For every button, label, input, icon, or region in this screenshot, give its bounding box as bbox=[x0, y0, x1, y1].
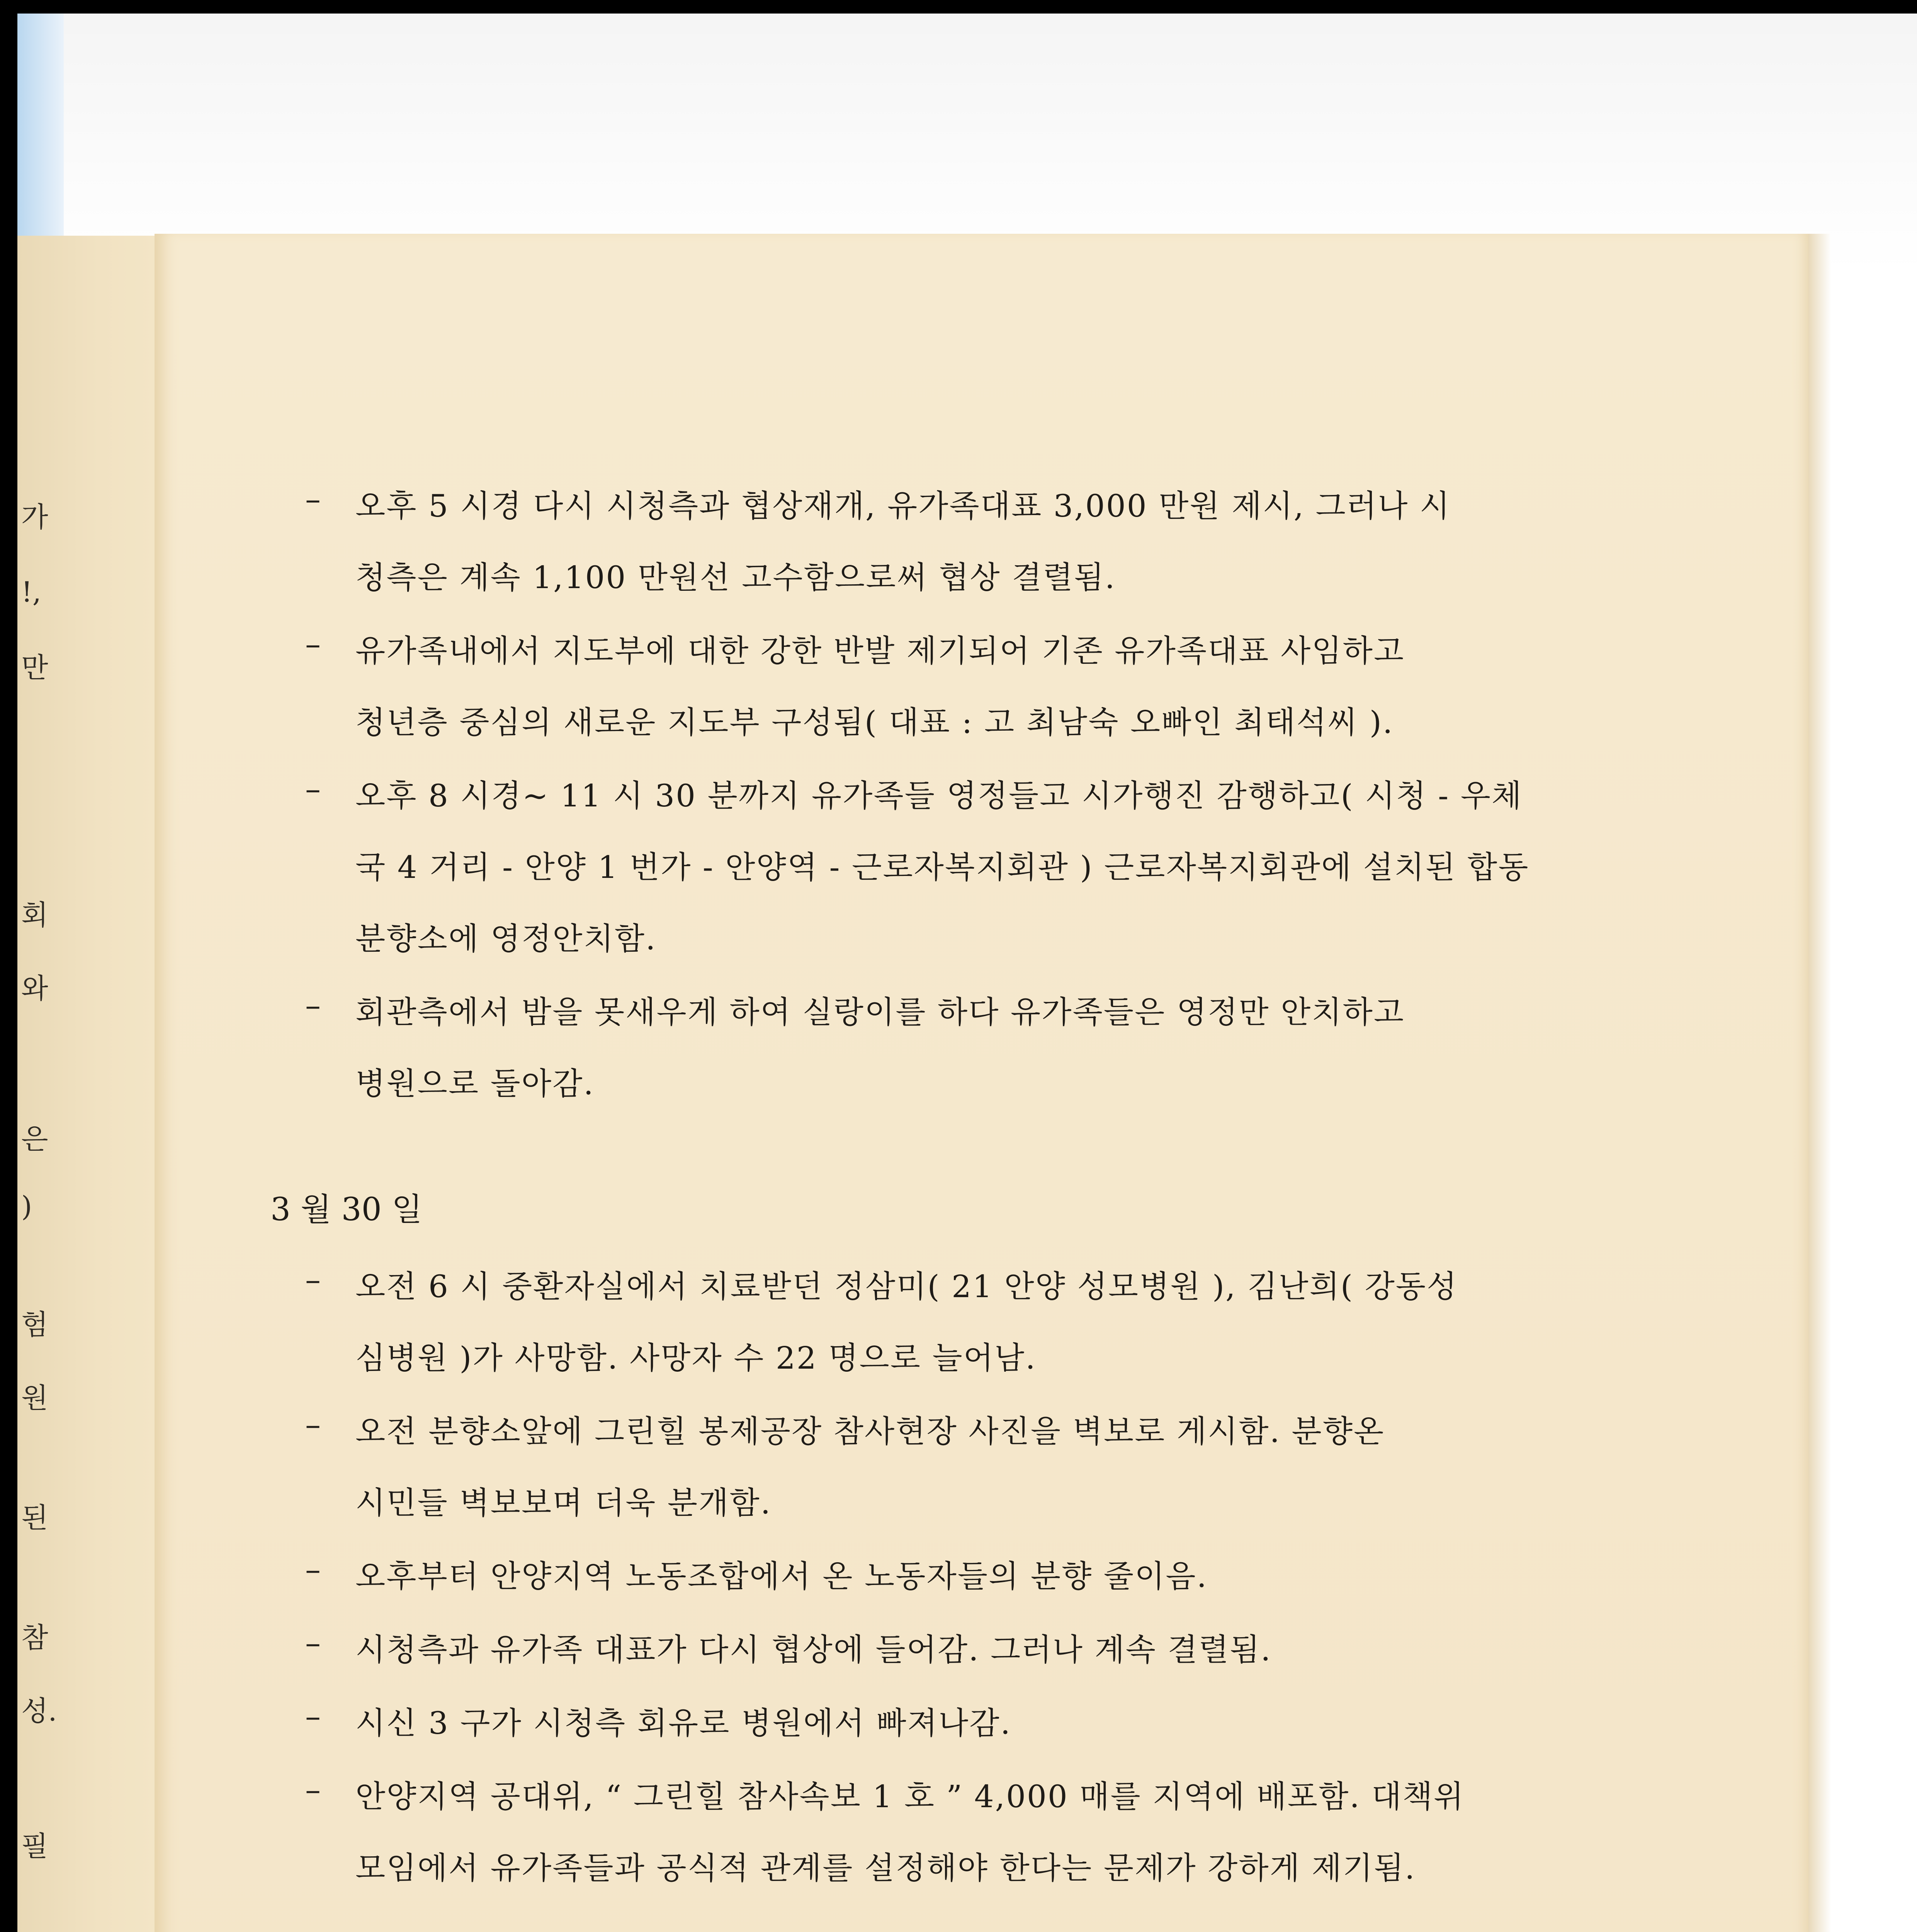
underlying-page-fragment: 회 bbox=[21, 899, 48, 931]
item-text-line: 청년층 중심의 새로운 지도부 구성됨( 대표 : 고 최남숙 오빠인 최태석씨 ). bbox=[355, 704, 1394, 740]
underlying-page bbox=[17, 236, 157, 1932]
underlying-page-fragment: !, bbox=[21, 576, 41, 608]
document-page bbox=[155, 234, 1808, 1932]
underlying-page-fragment: 원 bbox=[21, 1382, 48, 1414]
item-text-line: 오후 8 시경∼ 11 시 30 분까지 유가족들 영정들고 시가행진 감행하고( 시청 - 우체 bbox=[355, 778, 1523, 814]
bullet-dash: – bbox=[305, 1625, 321, 1661]
item-text-line: 시신 3 구가 시청측 회유로 병원에서 빠져나감. bbox=[355, 1705, 1011, 1741]
item-text-line: 오후부터 안양지역 노동조합에서 온 노동자들의 분향 줄이음. bbox=[355, 1558, 1208, 1594]
bullet-dash: – bbox=[305, 1772, 321, 1808]
bullet-dash: – bbox=[305, 1262, 321, 1298]
underlying-page-fragment: 은 bbox=[21, 1123, 48, 1155]
item-text-line: 청측은 계속 1,100 만원선 고수함으로써 협상 결렬됨. bbox=[355, 560, 1116, 595]
bullet-dash: – bbox=[305, 771, 321, 807]
item-text-line: 병원으로 돌아감. bbox=[355, 1066, 595, 1102]
item-text-line: 국 4 거리 - 안양 1 번가 - 안양역 - 근로자복지회관 ) 근로자복지회관에 설치된 합동 bbox=[355, 849, 1530, 885]
underlying-page-fragment: 성. bbox=[21, 1695, 57, 1727]
page-content bbox=[155, 234, 1808, 1932]
bullet-dash: – bbox=[305, 626, 321, 662]
bullet-dash: – bbox=[305, 1698, 321, 1734]
page-right-edge bbox=[1808, 234, 1831, 1932]
bullet-dash: – bbox=[305, 481, 321, 517]
underlying-page-fragment: 와 bbox=[21, 972, 48, 1005]
underlying-page-fragment: 험 bbox=[21, 1308, 48, 1341]
bullet-dash: – bbox=[305, 1551, 321, 1587]
scan-top-edge bbox=[0, 0, 1917, 14]
section-date: 3 월 30 일 bbox=[270, 1191, 423, 1228]
item-text-line: 오후 5 시경 다시 시청측과 협상재개, 유가족대표 3,000 만원 제시, 그러나 시 bbox=[355, 488, 1451, 524]
item-text-line: 모임에서 유가족들과 공식적 관계를 설정해야 한다는 문제가 강하게 제기됨. bbox=[355, 1850, 1416, 1886]
underlying-page-fragment: ) bbox=[21, 1190, 32, 1223]
bullet-dash: – bbox=[305, 1406, 321, 1442]
item-text-line: 안양지역 공대위, “ 그린힐 참사속보 1 호 ” 4,000 매를 지역에 배포함. 대책위 bbox=[355, 1779, 1465, 1815]
underlying-page-fragment: 가 bbox=[21, 501, 48, 533]
scan-left-edge bbox=[0, 0, 17, 1932]
item-text-line: 심병원 )가 사망함. 사망자 수 22 명으로 늘어남. bbox=[355, 1340, 1037, 1376]
underlying-page-fragment: 필 bbox=[21, 1830, 48, 1862]
item-text-line: 오전 분향소앞에 그린힐 봉제공장 참사현장 사진을 벽보로 게시함. 분향온 bbox=[355, 1413, 1385, 1449]
item-text-line: 유가족내에서 지도부에 대한 강한 반발 제기되어 기존 유가족대표 사임하고 bbox=[355, 633, 1405, 669]
item-text-line: 분향소에 영정안치함. bbox=[355, 921, 657, 957]
bullet-dash: – bbox=[305, 987, 321, 1023]
item-text-line: 시청측과 유가족 대표가 다시 협상에 들어감. 그러나 계속 결렬됨. bbox=[355, 1632, 1272, 1668]
item-text-line: 시민들 벽보보며 더욱 분개함. bbox=[355, 1485, 772, 1521]
underlying-page-fragment: 된 bbox=[21, 1502, 48, 1534]
underlying-page-fragment: 참 bbox=[21, 1621, 48, 1654]
item-text-line: 오전 6 시 중환자실에서 치료받던 정삼미( 21 안양 성모병원 ), 김난희( 강동성 bbox=[355, 1269, 1458, 1304]
underlying-page-text bbox=[17, 236, 155, 1932]
item-text-line: 회관측에서 밤을 못새우게 하여 실랑이를 하다 유가족들은 영정만 안치하고 bbox=[355, 994, 1405, 1030]
underlying-page-fragment: 만 bbox=[21, 651, 48, 684]
